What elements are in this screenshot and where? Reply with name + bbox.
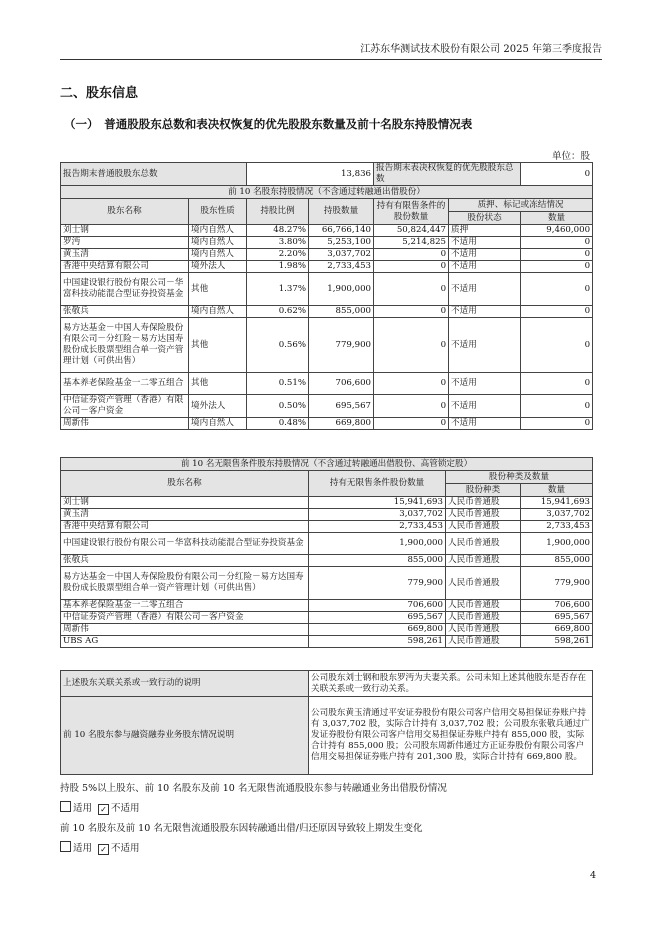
cell-ratio: 0.51% xyxy=(247,373,309,395)
cell-restricted: 50,824,447 xyxy=(374,225,449,237)
option-applicable: 适用 xyxy=(73,803,93,814)
table-row xyxy=(61,533,593,555)
cell-qty: 706,600 xyxy=(309,373,374,395)
u-header-amount: 数量 xyxy=(521,484,593,497)
cell-amount: 855,000 xyxy=(521,555,593,567)
top10-title: 前 10 名股东持股情况（不含通过转融通出借股份） xyxy=(61,186,593,199)
cell-qty: 1,900,000 xyxy=(309,533,446,555)
relations-label: 上述股东关联关系或一致行动的说明 xyxy=(61,671,309,697)
cell-ratio: 2.20% xyxy=(247,249,309,261)
table-row xyxy=(61,373,593,395)
cell-amount: 0 xyxy=(521,373,593,395)
unrestricted-title: 前 10 名无限售条件股东持股情况（不含通过转融通出借股份、高管锁定股） xyxy=(61,458,593,471)
cell-name: 易方达基金－中国人寿保险股份有限公司－分红险－易方达国寿股份成长股票型组合单一资产管理计划（可供出售） xyxy=(61,318,189,373)
cell-ratio: 0.62% xyxy=(247,306,309,318)
cell-kind: 人民币普通股 xyxy=(446,555,521,567)
relations-text: 公司股东刘士钢和股东罗沔为夫妻关系。公司未知上述其他股东是否存在关联关系或一致行动关系。 xyxy=(309,671,593,697)
cell-kind: 人民币普通股 xyxy=(446,509,521,521)
unit-label: 单位：股 xyxy=(551,151,590,162)
cell-ratio: 0.48% xyxy=(247,418,309,430)
table-row xyxy=(61,497,593,509)
cell-qty: 669,800 xyxy=(309,624,446,636)
cell-qty: 66,766,140 xyxy=(309,225,374,237)
cell-ratio: 3.80% xyxy=(247,237,309,249)
cell-restricted: 0 xyxy=(374,318,449,373)
cell-name: 周新伟 xyxy=(61,624,309,636)
cell-restricted: 5,214,825 xyxy=(374,237,449,249)
header-amount: 数量 xyxy=(521,212,593,225)
cell-kind: 人民币普通股 xyxy=(446,497,521,509)
cell-amount: 0 xyxy=(521,418,593,430)
table-row xyxy=(61,225,593,237)
cell-name: 张敬兵 xyxy=(61,555,309,567)
cell-amount: 0 xyxy=(521,261,593,273)
table-row xyxy=(61,636,593,648)
cell-status: 不适用 xyxy=(449,373,521,395)
cell-nature: 境内自然人 xyxy=(189,225,247,237)
cell-amount: 3,037,702 xyxy=(521,509,593,521)
cell-kind: 人民币普通股 xyxy=(446,612,521,624)
cell-restricted: 0 xyxy=(374,273,449,306)
cell-nature: 境内自然人 xyxy=(189,249,247,261)
cell-ratio: 1.37% xyxy=(247,273,309,306)
cell-nature: 其他 xyxy=(189,373,247,395)
cell-amount: 695,567 xyxy=(521,612,593,624)
table-row xyxy=(61,600,593,612)
cell-status: 不适用 xyxy=(449,418,521,430)
cell-name: 中信证券资产管理（香港）有限公司－客户资金 xyxy=(61,612,309,624)
cell-status: 不适用 xyxy=(449,237,521,249)
cell-status: 不适用 xyxy=(449,261,521,273)
cell-restricted: 0 xyxy=(374,306,449,318)
cell-kind: 人民币普通股 xyxy=(446,567,521,600)
table-row xyxy=(61,395,593,418)
cell-restricted: 0 xyxy=(374,395,449,418)
cell-amount: 669,800 xyxy=(521,624,593,636)
unrestricted-shareholders-table xyxy=(60,457,593,648)
cell-qty: 3,037,702 xyxy=(309,249,374,261)
cell-ratio: 0.56% xyxy=(247,318,309,373)
cell-name: 罗沔 xyxy=(61,237,189,249)
cell-amount: 1,900,000 xyxy=(521,533,593,555)
table-row xyxy=(61,261,593,273)
cell-amount: 15,941,693 xyxy=(521,497,593,509)
cell-qty: 598,261 xyxy=(309,636,446,648)
checkbox-unchecked-icon[interactable] xyxy=(60,801,71,812)
u-header-qty: 持有无限售条件股份数量 xyxy=(309,471,446,497)
cell-amount: 9,460,000 xyxy=(521,225,593,237)
header-restricted: 持有有限售条件的股份数量 xyxy=(374,199,449,225)
header-nature: 股东性质 xyxy=(189,199,247,225)
cell-nature: 境内自然人 xyxy=(189,418,247,430)
cell-status: 不适用 xyxy=(449,318,521,373)
option-not-applicable: 不适用 xyxy=(111,803,140,814)
change-note: 前 10 名股东及前 10 名无限售流通股股东因转融通出借/归还原因导致较上期发生变化 xyxy=(60,823,423,834)
cell-nature: 其他 xyxy=(189,318,247,373)
cell-name: 香港中央结算有限公司 xyxy=(61,521,309,533)
cell-name: UBS AG xyxy=(61,636,309,648)
header-status: 股份状态 xyxy=(449,212,521,225)
cell-status: 质押 xyxy=(449,225,521,237)
cell-name: 黄玉清 xyxy=(61,249,189,261)
u-header-kind: 股份种类 xyxy=(446,484,521,497)
cell-qty: 3,037,702 xyxy=(309,509,446,521)
cell-nature: 境内自然人 xyxy=(189,237,247,249)
cell-restricted: 0 xyxy=(374,418,449,430)
cell-name: 刘士钢 xyxy=(61,497,309,509)
cell-qty: 669,800 xyxy=(309,418,374,430)
header-ratio: 持股比例 xyxy=(247,199,309,225)
cell-qty: 779,900 xyxy=(309,567,446,600)
cell-name: 中国建设银行股份有限公司－华富科技动能混合型证券投资基金 xyxy=(61,273,189,306)
cell-status: 不适用 xyxy=(449,306,521,318)
cell-amount: 0 xyxy=(521,395,593,418)
cell-qty: 2,733,453 xyxy=(309,521,446,533)
notes-table xyxy=(60,670,593,775)
cell-qty: 855,000 xyxy=(309,555,446,567)
cell-amount: 0 xyxy=(521,237,593,249)
cell-name: 刘士钢 xyxy=(61,225,189,237)
margin-text: 公司股东黄玉清通过平安证券股份有限公司客户信用交易担保证券账户持有 3,037,702 股，实际合计持有 3,037,702 股；公司股东张敬兵通过广发证券股份有限公司客户信用交易担保证券账户持有 855,000 股，实际合计持有 855,000 股；公司股东周新伟通过方正证券股份有限公司客户信用交易担保证券账户持有 201,300 股，实际合计持有 669,800 股。 xyxy=(309,697,593,775)
cell-qty: 695,567 xyxy=(309,612,446,624)
lending-options xyxy=(60,800,140,815)
cell-ratio: 48.27% xyxy=(247,225,309,237)
table-row xyxy=(61,624,593,636)
change-options xyxy=(60,840,140,855)
table-row xyxy=(61,612,593,624)
cell-name: 张敬兵 xyxy=(61,306,189,318)
sub-title: （一） 普通股股东总数和表决权恢复的优先股股东数量及前十名股东持股情况表 xyxy=(64,117,473,131)
table-row xyxy=(61,273,593,306)
pref-holders-label: 报告期末表决权恢复的优先股股东总数 xyxy=(374,163,521,186)
total-holders-label: 报告期末普通股股东总数 xyxy=(61,163,247,186)
table-row xyxy=(61,509,593,521)
cell-kind: 人民币普通股 xyxy=(446,624,521,636)
cell-restricted: 0 xyxy=(374,373,449,395)
checkbox-unchecked-icon[interactable] xyxy=(60,841,71,852)
cell-name: 基本养老保险基金一二零五组合 xyxy=(61,600,309,612)
cell-qty: 855,000 xyxy=(309,306,374,318)
margin-label: 前 10 名股东参与融资融券业务股东情况说明 xyxy=(61,697,309,775)
cell-nature: 境内自然人 xyxy=(189,306,247,318)
cell-ratio: 1.98% xyxy=(247,261,309,273)
table-row xyxy=(61,418,593,430)
option-applicable: 适用 xyxy=(73,843,93,854)
cell-kind: 人民币普通股 xyxy=(446,521,521,533)
table-row xyxy=(61,318,593,373)
cell-qty: 695,567 xyxy=(309,395,374,418)
cell-nature: 境外法人 xyxy=(189,261,247,273)
cell-name: 周新伟 xyxy=(61,418,189,430)
report-header: 江苏东华测试技术股份有限公司 2025 年第三季度报告 xyxy=(60,40,602,60)
cell-amount: 2,733,453 xyxy=(521,521,593,533)
cell-status: 不适用 xyxy=(449,273,521,306)
cell-amount: 0 xyxy=(521,306,593,318)
cell-name: 中信证券资产管理（香港）有限公司－客户资金 xyxy=(61,395,189,418)
table-row xyxy=(61,567,593,600)
cell-name: 黄玉清 xyxy=(61,509,309,521)
table-row xyxy=(61,555,593,567)
cell-amount: 0 xyxy=(521,249,593,261)
cell-amount: 0 xyxy=(521,273,593,306)
cell-name: 中国建设银行股份有限公司－华富科技动能混合型证券投资基金 xyxy=(61,533,309,555)
cell-nature: 境外法人 xyxy=(189,395,247,418)
cell-kind: 人民币普通股 xyxy=(446,533,521,555)
cell-kind: 人民币普通股 xyxy=(446,600,521,612)
cell-amount: 706,600 xyxy=(521,600,593,612)
cell-nature: 其他 xyxy=(189,273,247,306)
total-holders-value: 13,836 xyxy=(247,163,374,186)
cell-qty: 1,900,000 xyxy=(309,273,374,306)
cell-restricted: 0 xyxy=(374,261,449,273)
cell-name: 基本养老保险基金一二零五组合 xyxy=(61,373,189,395)
cell-amount: 0 xyxy=(521,318,593,373)
cell-amount: 598,261 xyxy=(521,636,593,648)
cell-ratio: 0.50% xyxy=(247,395,309,418)
option-not-applicable: 不适用 xyxy=(111,843,140,854)
cell-status: 不适用 xyxy=(449,249,521,261)
page-number: 4 xyxy=(589,870,596,881)
cell-amount: 779,900 xyxy=(521,567,593,600)
section-title: 二、股东信息 xyxy=(60,86,139,101)
top10-shareholders-table xyxy=(60,162,593,430)
header-name: 股东名称 xyxy=(61,199,189,225)
u-header-name: 股东名称 xyxy=(61,471,309,497)
table-row xyxy=(61,237,593,249)
cell-status: 不适用 xyxy=(449,395,521,418)
cell-kind: 人民币普通股 xyxy=(446,636,521,648)
checkbox-checked-icon[interactable]: ✓ xyxy=(98,844,109,855)
cell-qty: 779,900 xyxy=(309,318,374,373)
table-row xyxy=(61,249,593,261)
cell-qty: 5,253,100 xyxy=(309,237,374,249)
table-row xyxy=(61,306,593,318)
table-row xyxy=(61,521,593,533)
cell-restricted: 0 xyxy=(374,249,449,261)
header-pledge: 质押、标记或冻结情况 xyxy=(449,199,593,212)
cell-qty: 15,941,693 xyxy=(309,497,446,509)
cell-qty: 2,733,453 xyxy=(309,261,374,273)
pref-holders-value: 0 xyxy=(521,163,593,186)
cell-name: 香港中央结算有限公司 xyxy=(61,261,189,273)
cell-qty: 706,600 xyxy=(309,600,446,612)
u-header-kind-group: 股份种类及数量 xyxy=(446,471,593,484)
cell-name: 易方达基金－中国人寿保险股份有限公司－分红险－易方达国寿股份成长股票型组合单一资产管理计划（可供出售） xyxy=(61,567,309,600)
checkbox-checked-icon[interactable]: ✓ xyxy=(98,804,109,815)
header-qty: 持股数量 xyxy=(309,199,374,225)
lending-note: 持股 5%以上股东、前 10 名股东及前 10 名无限售流通股股东参与转融通业务出借股份情况 xyxy=(60,783,447,794)
